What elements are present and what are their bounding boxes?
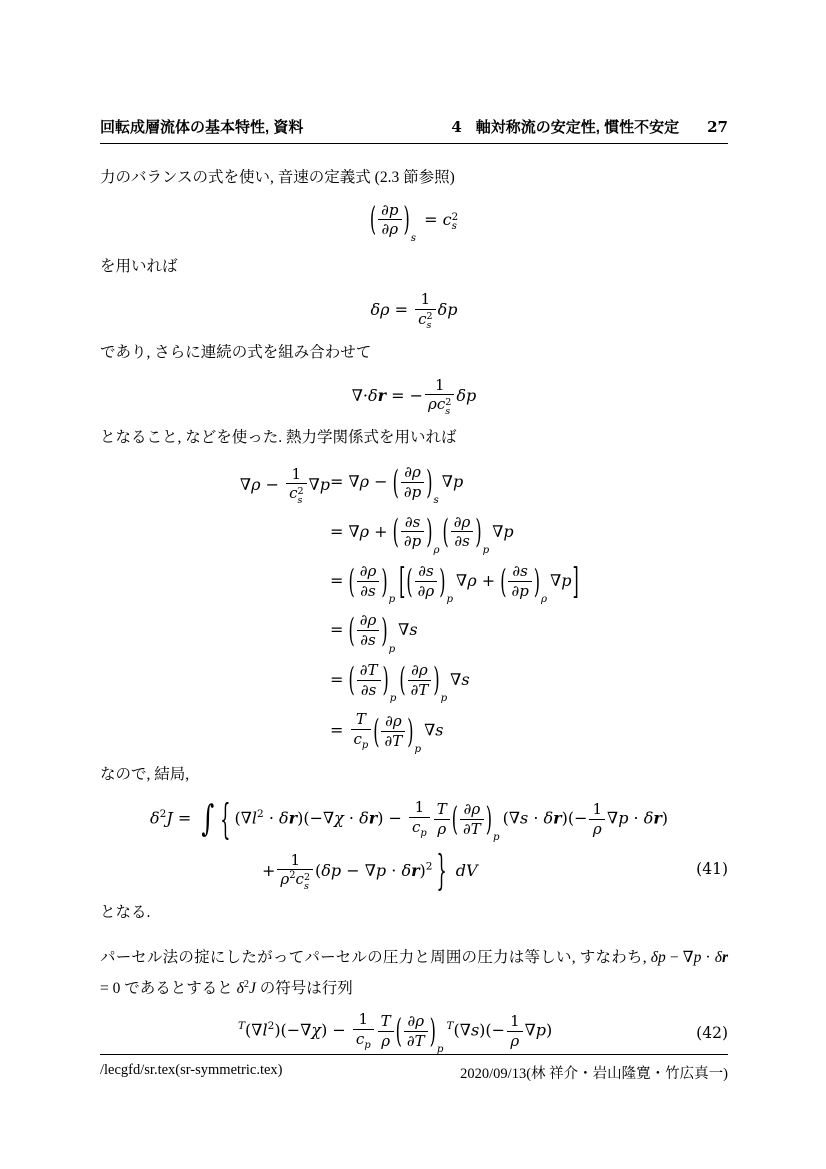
equation-sound-speed: ( $\frac{\partial p}{\partial\rho}$ )s = c 2 s xyxy=(369,199,459,244)
derivation-step: = ∇ρ − ( $\frac{\partial\rho}{\partial p}$ )s∇p xyxy=(330,462,464,507)
equation-derivation-block xyxy=(135,463,728,755)
derivation-lhs: ∇ρ − 1 c 2 s ∇p xyxy=(239,464,330,507)
derivation-step: = ∇ρ + ( $\frac{\partial s}{\partial p}$ )ρ ( $\frac{\partial\rho}{\partial s}$ )p∇p xyxy=(330,512,514,556)
equation-delta-rho: δρ = 1 c 2 s δp xyxy=(370,289,458,332)
paragraph-result: となる. xyxy=(100,904,151,922)
derivation-step: = ( $\frac{\partial\rho}{\partial s}$ )p [( $\frac{\partial s}{\partial\rho}$ )p∇ρ + ( $\frac{\partial s}{\partial p}$ )ρ∇p] xyxy=(330,560,579,606)
paragraph-therefore: なので, 結局, xyxy=(100,766,190,784)
paragraph-intro: 力のバランスの式を使い, 音速の定義式 (2.3 節参照) xyxy=(100,168,455,186)
paragraph-parcel: パーセル法の掟にしたがってパーセルの圧力と周囲の圧力は等しい, すなわち, δp − ∇p · δr = 0 であるとすると $\delta^2J$ の符号は行列 xyxy=(100,949,728,998)
equation-42-number: (42) xyxy=(696,1024,728,1043)
footer-source-path: /lecgfd/sr.tex(sr-symmetric.tex) xyxy=(100,1062,283,1078)
page-header xyxy=(100,118,728,138)
equation-41-line1: $\delta^2J$ = ∫ { $(\nabla l^2 \cdot \delta r)(-\nabla\chi \cdot \delta r)$ − $\frac{1}{c_p}$ $\frac{T}{\rho}$ ( $\frac{\partial\rho}{\partial T}$ )p(∇s · δr)(− $\frac{1}{\rho}$ ∇p · δr) xyxy=(150,794,669,844)
running-title: 回転成層流体の基本特性, 資料 xyxy=(100,119,304,136)
section-heading xyxy=(451,118,728,138)
header-rule xyxy=(100,143,728,144)
equation-divergence: ∇·δr = − 1 ρc 2 s δp xyxy=(351,375,477,418)
equation-41 xyxy=(100,790,728,897)
paragraph-continuity: であり, さらに連続の式を組み合わせて xyxy=(100,343,372,361)
derivation-step: = ( $\frac{\partial\rho}{\partial s}$ )p∇s xyxy=(330,610,418,655)
derivation-step: = ( $\frac{\partial T}{\partial s}$ )p ( $\frac{\partial\rho}{\partial T}$ )p∇s xyxy=(330,660,470,704)
paragraph-use: を用いれば xyxy=(100,257,178,275)
section-number: 4 xyxy=(451,118,462,136)
page-footer xyxy=(100,1054,728,1083)
equation-41-line2: + 1 $\rho^2c$ 2 s $(\delta p - \nabla p \cdot \delta r)^2$ } dV xyxy=(262,845,478,895)
footer-date-authors: 2020/09/13(林 祥介・岩山隆寛・竹広真一) xyxy=(460,1066,728,1082)
equation-41-number: (41) xyxy=(696,860,728,879)
equation-42-line: $^T(\nabla l^2)(-\nabla\chi)$ − $\frac{1}{c_p}$ $\frac{T}{\rho}$ ( $\frac{\partial\rho}{\partial T}$ )$p^T(\nabla s)(-$ $\frac{1}{\rho}$ ∇p) xyxy=(238,1010,553,1056)
paragraph-thermo: となること, などを使った. 熱力学関係式を用いれば xyxy=(100,429,457,447)
derivation-step: = $\frac{T}{c_p}$ ( $\frac{\partial\rho}{\partial T}$ )p∇s xyxy=(330,710,444,756)
page-number: 27 xyxy=(707,118,728,136)
section-title: 軸対称流の安定性, 慣性不安定 xyxy=(475,119,680,136)
